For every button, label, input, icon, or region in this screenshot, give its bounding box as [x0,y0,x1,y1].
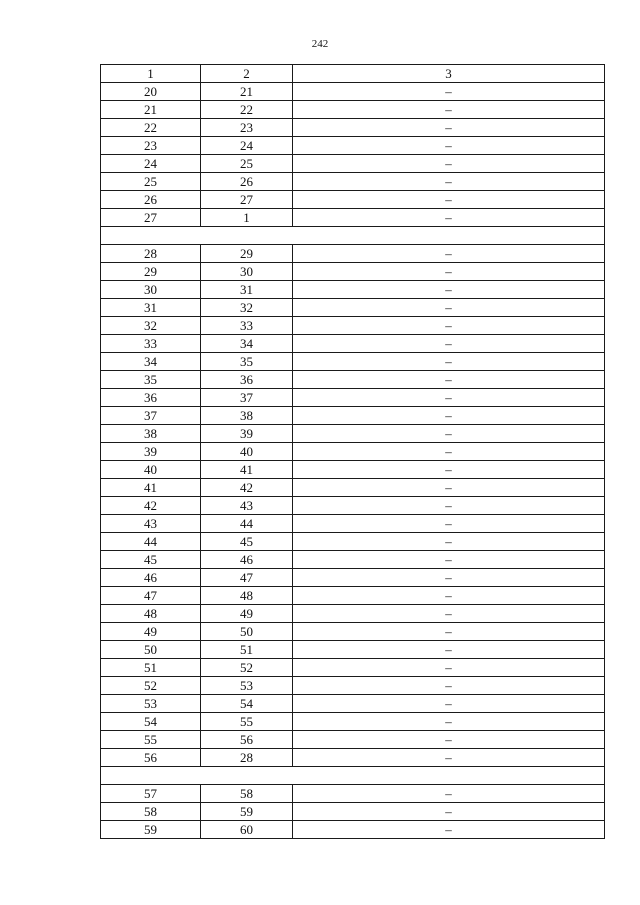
table-row [101,533,605,551]
table-cell-col1: 42 [101,497,201,515]
table-cell-col3: – [293,299,605,317]
table-cell-col1: 44 [101,533,201,551]
table-cell-col3: – [293,749,605,767]
table-cell-col3: – [293,389,605,407]
table-cell-col1: 33 [101,335,201,353]
table-cell-col1: 25 [101,173,201,191]
table-cell-col3: – [293,155,605,173]
table-cell-col3: – [293,119,605,137]
table-cell-col1: 59 [101,821,201,839]
table-cell-col1: 22 [101,119,201,137]
table-cell-col1: 37 [101,407,201,425]
table-cell-col1: 43 [101,515,201,533]
table-row [101,659,605,677]
table-cell-col3: – [293,461,605,479]
table-cell-col1: 49 [101,623,201,641]
table-cell-col1: 46 [101,569,201,587]
table-cell-col2: 47 [201,569,293,587]
table-cell-col1: 50 [101,641,201,659]
table-row [101,173,605,191]
table-cell-col1: 26 [101,191,201,209]
table-cell-col2: 29 [201,245,293,263]
table-cell-col2: 51 [201,641,293,659]
table-cell-col3: – [293,245,605,263]
table-cell-col3: – [293,623,605,641]
table-cell-col2: 37 [201,389,293,407]
table-cell-col1: 58 [101,803,201,821]
table-cell-col3: – [293,353,605,371]
table-cell-col2: 56 [201,731,293,749]
table-row [101,713,605,731]
table-row [101,569,605,587]
table-cell-col1: 28 [101,245,201,263]
table-cell-col1: 27 [101,209,201,227]
separator-cell [101,767,605,785]
table-cell-col1: 24 [101,155,201,173]
table-row [101,263,605,281]
table-cell-col2: 26 [201,173,293,191]
table-cell-col3: – [293,515,605,533]
table-cell-col1: 36 [101,389,201,407]
table-cell-col1: 30 [101,281,201,299]
table-row [101,461,605,479]
table-row [101,119,605,137]
table-cell-col3: – [293,551,605,569]
table-cell-col1: 21 [101,101,201,119]
table-cell-col1: 45 [101,551,201,569]
table-row [101,317,605,335]
table-cell-col2: 54 [201,695,293,713]
table-cell-col3: – [293,317,605,335]
table-cell-col3: – [293,443,605,461]
table-cell-col2: 45 [201,533,293,551]
table-cell-col2: 32 [201,299,293,317]
table-cell-col1: 53 [101,695,201,713]
table-cell-col1: 20 [101,83,201,101]
table-cell-col3: – [293,821,605,839]
table-cell-col2: 31 [201,281,293,299]
table-cell-col3: – [293,371,605,389]
table-cell-col3: – [293,101,605,119]
table-cell-col1: 48 [101,605,201,623]
table-row [101,641,605,659]
table-row [101,623,605,641]
table-row [101,443,605,461]
table-cell-col1: 29 [101,263,201,281]
separator-row [101,227,605,245]
table-cell-col3: – [293,677,605,695]
table-cell-col1: 34 [101,353,201,371]
table-cell-col1: 41 [101,479,201,497]
table-row [101,101,605,119]
table-cell-col2: 59 [201,803,293,821]
header-row [101,65,605,83]
table-row [101,749,605,767]
table-cell-col3: – [293,587,605,605]
table-cell-col3: – [293,137,605,155]
table-row [101,371,605,389]
table-row [101,425,605,443]
table-row [101,389,605,407]
table-cell-col1: 32 [101,317,201,335]
table-cell-col3: – [293,533,605,551]
table-body [101,65,605,839]
table-cell-col3: – [293,785,605,803]
table-cell-col1: 31 [101,299,201,317]
table-row [101,605,605,623]
table-cell-col3: – [293,695,605,713]
table-row [101,497,605,515]
table-cell-col2: 53 [201,677,293,695]
table-row [101,209,605,227]
table-cell-col2: 41 [201,461,293,479]
table-row [101,587,605,605]
table-row [101,191,605,209]
table-row [101,245,605,263]
table-cell-col3: – [293,407,605,425]
table-cell-col3: – [293,641,605,659]
table-cell-col2: 52 [201,659,293,677]
table-cell-col1: 23 [101,137,201,155]
table-cell-col3: – [293,173,605,191]
table-cell-col2: 39 [201,425,293,443]
table-cell-col1: 40 [101,461,201,479]
separator-row [101,767,605,785]
table-cell-col3: – [293,191,605,209]
table-cell-col2: 55 [201,713,293,731]
table-cell-col2: 44 [201,515,293,533]
table-cell-col1: 39 [101,443,201,461]
header-cell-2: 2 [201,65,293,83]
table-row [101,479,605,497]
table-cell-col2: 22 [201,101,293,119]
table-row [101,785,605,803]
table-cell-col3: – [293,281,605,299]
table-cell-col2: 24 [201,137,293,155]
table-cell-col2: 21 [201,83,293,101]
table-row [101,137,605,155]
table-cell-col1: 51 [101,659,201,677]
table-cell-col1: 57 [101,785,201,803]
table-cell-col2: 23 [201,119,293,137]
table-cell-col2: 43 [201,497,293,515]
table-row [101,821,605,839]
table-row [101,551,605,569]
table-cell-col2: 33 [201,317,293,335]
table-cell-col3: – [293,497,605,515]
table-cell-col2: 27 [201,191,293,209]
table-cell-col1: 56 [101,749,201,767]
table-cell-col2: 46 [201,551,293,569]
table-cell-col2: 28 [201,749,293,767]
table-cell-col3: – [293,605,605,623]
table-cell-col1: 35 [101,371,201,389]
table-cell-col1: 38 [101,425,201,443]
table-row [101,407,605,425]
page-number: 242 [311,38,329,50]
table-cell-col3: – [293,263,605,281]
separator-cell [101,227,605,245]
table-row [101,803,605,821]
table-cell-col2: 50 [201,623,293,641]
table-cell-col2: 42 [201,479,293,497]
table-cell-col3: – [293,335,605,353]
header-cell-1: 1 [101,65,201,83]
table-cell-col3: – [293,713,605,731]
table-row [101,677,605,695]
table-cell-col2: 60 [201,821,293,839]
table-cell-col2: 49 [201,605,293,623]
table-cell-col2: 38 [201,407,293,425]
table-cell-col2: 34 [201,335,293,353]
table-cell-col3: – [293,803,605,821]
table-row [101,299,605,317]
table-cell-col3: – [293,731,605,749]
table-cell-col2: 48 [201,587,293,605]
table-row [101,695,605,713]
table-cell-col3: – [293,569,605,587]
table-cell-col1: 54 [101,713,201,731]
table-cell-col1: 47 [101,587,201,605]
table-cell-col3: – [293,425,605,443]
table-cell-col3: – [293,659,605,677]
table-cell-col2: 1 [201,209,293,227]
table-cell-col2: 36 [201,371,293,389]
table-cell-col3: – [293,83,605,101]
table-cell-col2: 30 [201,263,293,281]
table-cell-col1: 52 [101,677,201,695]
table-cell-col2: 35 [201,353,293,371]
table-row [101,281,605,299]
table-cell-col2: 58 [201,785,293,803]
table-row [101,353,605,371]
table-cell-col3: – [293,209,605,227]
table-cell-col1: 55 [101,731,201,749]
table-cell-col2: 25 [201,155,293,173]
table-cell-col3: – [293,479,605,497]
header-cell-3: 3 [293,65,605,83]
table-cell-col2: 40 [201,443,293,461]
data-table [100,64,605,839]
table-row [101,731,605,749]
table-row [101,335,605,353]
table-row [101,515,605,533]
table-row [101,155,605,173]
table-row [101,83,605,101]
